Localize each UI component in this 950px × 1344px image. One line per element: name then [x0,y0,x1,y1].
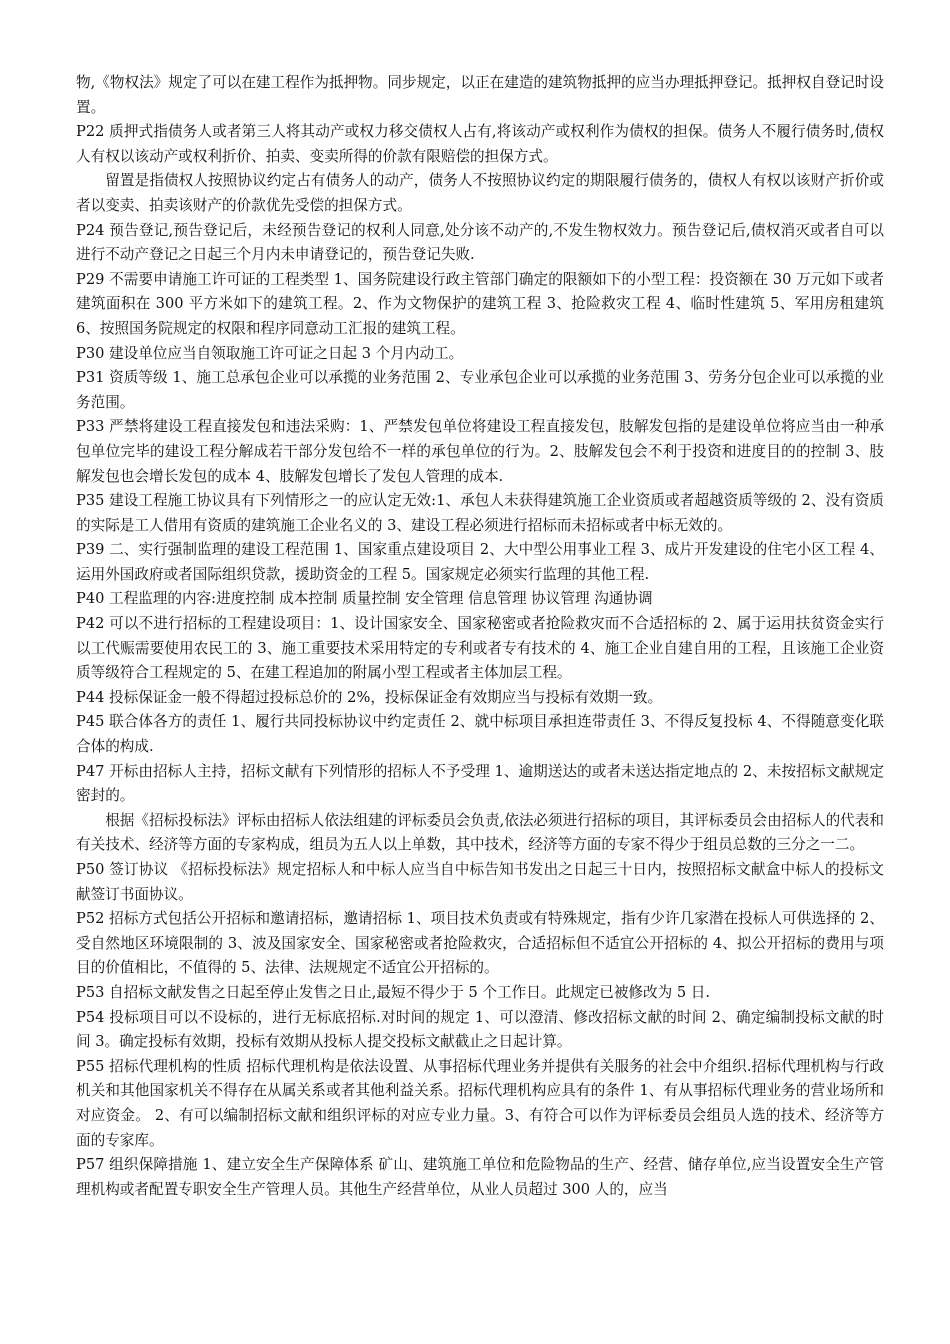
paragraph: P33 严禁将建设工程直接发包和违法采购：1、严禁发包单位将建设工程直接发包，肢解发包指的是建设单位将应当由一种承包单位完毕的建设工程分解成若干部分发包给不一样的承包单位的行为。2、肢解发包会不利于投资和进度目的的控制 3、肢解发包也会增长发包的成本 4、肢解发包增长了发包人管理的成本. [76,418,884,485]
paragraph: P29 不需要申请施工许可证的工程类型 1、国务院建设行政主管部门确定的限额如下的小型工程：投资额在 30 万元如下或者建筑面积在 300 平方米如下的建筑工程。2、作为文物保护的建筑工程 3、抢险救灾工程 4、临时性建筑 5、军用房租建筑 6、按照国务院规定的权限和程序同意动工汇报的建筑工程。 [76,270,884,337]
paragraph: P44 投标保证金一般不得超过投标总价的 2%，投标保证金有效期应当与投标有效期一致。 [76,688,663,706]
document-body [76,71,884,1202]
paragraph: P52 招标方式包括公开招标和邀请招标，邀请招标 1、项目技术负责或有特殊规定，指有少许几家潜在投标人可供选择的 2、受自然地区环境限制的 3、波及国家安全、国家秘密或者抢险救灾，合适招标但不适宜公开招标的 4、拟公开招标的费用与项目的价值相比，不值得的 5、法律、法规规定不适宜公开招标的。 [76,910,884,977]
paragraph: P54 投标项目可以不设标的，进行无标底招标.对时间的规定 1、可以澄清、修改招标文献的时间 2、确定编制投标文献的时间 3。确定投标有效期，投标有效期从投标人提交投标文献截止之日起计算。 [76,1008,884,1051]
paragraph: P45 联合体各方的责任 1、履行共同投标协议中约定责任 2、就中标项目承担连带责任 3、不得反复投标 4、不得随意变化联合体的构成. [76,713,884,756]
paragraph: P22 质押式指债务人或者第三人将其动产或权力移交债权人占有,将该动产或权利作为债权的担保。债务人不履行债务时,债权人有权以该动产或权利折价、拍卖、变卖所得的价款有限赔偿的担保方式。 [76,123,884,165]
paragraph: 根据《招标投标法》评标由招标人依法组建的评标委员会负责,依法必须进行招标的项目，其评标委员会由招标人的代表和有关技术、经济等方面的专家构成，组员为五人以上单数，其中技术，经济等方面的专家不得少于组员总数的三分之一二。 [76,811,884,854]
paragraph: 物,《物权法》规定了可以在建工程作为抵押物。同步规定，以正在建造的建筑物抵押的应当办理抵押登记。抵押权自登记时设置。 [76,74,884,116]
paragraph: P24 预告登记,预告登记后，未经预告登记的权利人同意,处分该不动产的,不发生物权效力。预告登记后,债权消灭或者自可以进行不动产登记之日起三个月内未申请登记的，预告登记失败. [76,221,884,264]
paragraph: P53 自招标文献发售之日起至停止发售之日止,最短不得少于 5 个工作日。此规定已被修改为 5 日. [76,983,710,1001]
paragraph: P57 组织保障措施 1、建立安全生产保障体系 矿山、建筑施工单位和危险物品的生产、经营、储存单位,应当设置安全生产管理机构或者配置专职安全生产管理人员。其他生产经营单位，从业人员超过 300 人的，应当 [76,1156,884,1198]
paragraph: P39 二、实行强制监理的建设工程范围 1、国家重点建设项目 2、大中型公用事业工程 3、成片开发建设的住宅小区工程 4、运用外国政府或者国际组织贷款，援助资金的工程 5。国家规定必须实行监理的其他工程. [76,541,884,583]
paragraph: P50 签订协议 《招标投标法》规定招标人和中标人应当自中标告知书发出之日起三十日内，按照招标文献盒中标人的投标文献签订书面协议。 [76,861,884,903]
paragraph: P31 资质等级 1、施工总承包企业可以承揽的业务范围 2、专业承包企业可以承揽的业务范围 3、劳务分包企业可以承揽的业务范围。 [76,369,884,411]
paragraph: P30 建设单位应当自领取施工许可证之日起 3 个月内动工。 [76,344,464,362]
paragraph: 留置是指债权人按照协议约定占有债务人的动产，债务人不按照协议约定的期限履行债务的，债权人有权以该财产折价或者以变卖、拍卖该财产的价款优先受偿的担保方式。 [76,172,884,214]
paragraph: P35 建设工程施工协议具有下列情形之一的应认定无效:1、承包人未获得建筑施工企业资质或者超越资质等级的 2、没有资质的实际是工人借用有资质的建筑施工企业名义的 3、建设工程必须进行招标而未招标或者中标无效的。 [76,492,884,534]
paragraph: P47 开标由招标人主持，招标文献有下列情形的招标人不予受理 1、逾期送达的或者未送达指定地点的 2、未按招标文献规定密封的。 [76,762,884,805]
paragraph: P55 招标代理机构的性质 招标代理机构是依法设置、从事招标代理业务并提供有关服务的社会中介组织.招标代理机构与行政机关和其他国家机关不得存在从属关系或者其他利益关系。招标代理机构应具有的条件 1、有从事招标代理业务的营业场所和对应资金。 2、有可以编制招标文献和组织评标的对应专业力量。3、有符合可以作为评标委员会组员人选的技术、经济等方面的专家库。 [76,1057,884,1149]
paragraph: P40 工程监理的内容:进度控制 成本控制 质量控制 安全管理 信息管理 协议管理 沟通协调 [76,590,653,608]
paragraph: P42 可以不进行招标的工程建设项目：1、设计国家安全、国家秘密或者抢险救灾而不合适招标的 2、属于运用扶贫资金实行以工代赈需要使用农民工的 3、施工重要技术采用特定的专利或者专有技术的 4、施工企业自建自用的工程，且该施工企业资质等级符合工程规定的 5、在建工程追加的附属小型工程或者主体加层工程。 [76,615,884,682]
